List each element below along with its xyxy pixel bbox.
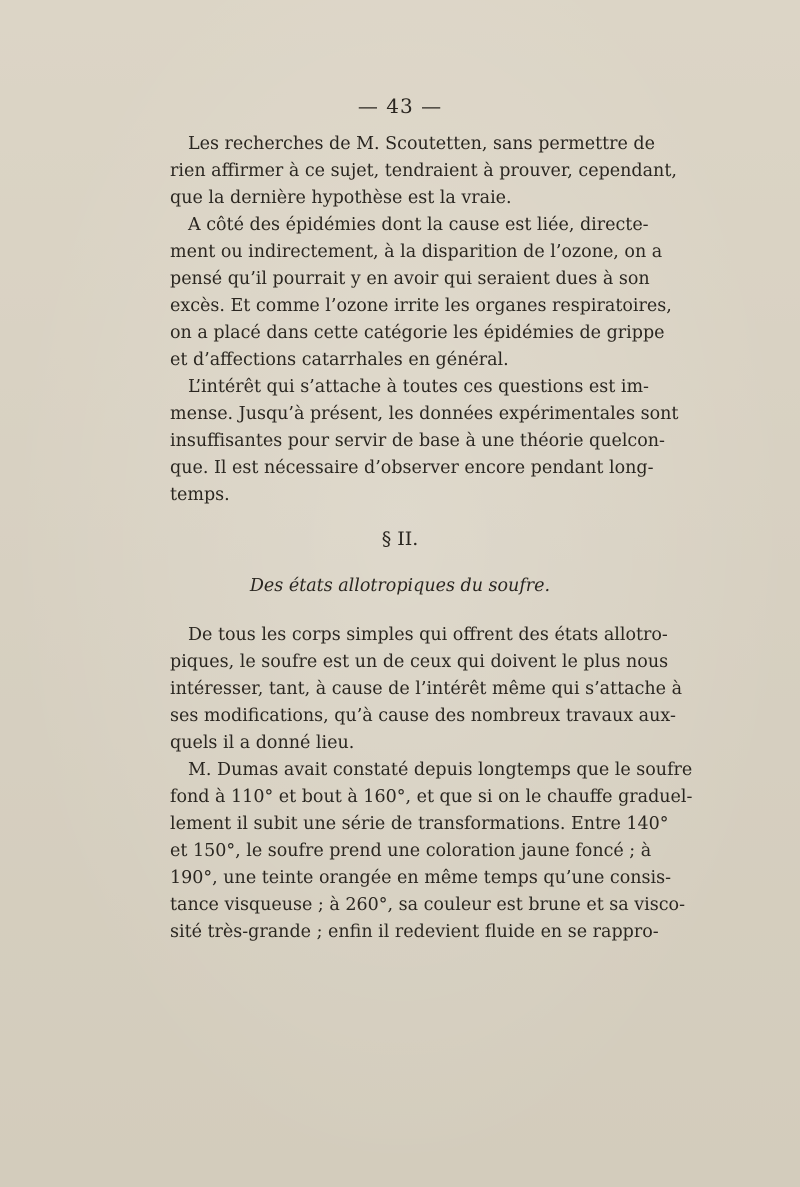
text-line: on a placé dans cette catégorie les épidémies de grippe [170,323,665,343]
text-line: tance visqueuse ; à 260°, sa couleur est brune et sa visco- [170,895,685,915]
text-block-upper [170,131,679,509]
text-line: piques, le soufre est un de ceux qui doivent le plus nous [170,652,669,672]
text-line: De tous les corps simples qui offrent des états allotro- [188,625,668,645]
text-line: pensé qu’il pourrait y en avoir qui seraient dues à son [170,269,650,289]
text-line: Les recherches de M. Scoutetten, sans permettre de [188,134,655,154]
text-line: ses modifications, qu’à cause des nombreux travaux aux- [170,706,676,726]
text-line: temps. [170,485,230,505]
text-line: et d’affections catarrhales en général. [170,350,509,370]
text-line: quels il a donné lieu. [170,733,355,753]
text-line: fond à 110° et bout à 160°, et que si on le chauffe graduel- [170,787,693,807]
text-line: excès. Et comme l’ozone irrite les organes respiratoires, [170,296,672,316]
text-line: M. Dumas avait constaté depuis longtemps que le soufre [188,760,693,780]
text-block-lower [170,622,693,946]
text-line: que la dernière hypothèse est la vraie. [170,188,512,208]
text-line: 190°, une teinte orangée en même temps qu’une consis- [170,868,671,888]
text-line: rien affirmer à ce sujet, tendraient à prouver, cependant, [170,161,677,181]
text-line: intéresser, tant, à cause de l’intérêt même qui s’attache à [170,679,683,699]
text-line: lement il subit une série de transformations. Entre 140° [170,814,669,834]
text-line: mense. Jusqu’à présent, les données expérimentales sont [170,404,679,424]
text-line: A côté des épidémies dont la cause est liée, directe- [188,215,649,235]
text-line: sité très-grande ; enfin il redevient fluide en se rappro- [170,922,659,942]
text-line: que. Il est nécessaire d’observer encore pendant long- [170,458,654,478]
text-line: insuffisantes pour servir de base à une théorie quelcon- [170,431,665,451]
section-heading: § II. [381,528,419,550]
section-subtitle: Des états allotropiques du soufre. [249,576,551,596]
text-line: et 150°, le soufre prend une coloration jaune foncé ; à [170,841,652,861]
text-line: ment ou indirectement, à la disparition de l’ozone, on a [170,242,663,262]
page-number: — 43 — [357,94,443,118]
text-line: L’intérêt qui s’attache à toutes ces questions est im- [188,377,649,397]
